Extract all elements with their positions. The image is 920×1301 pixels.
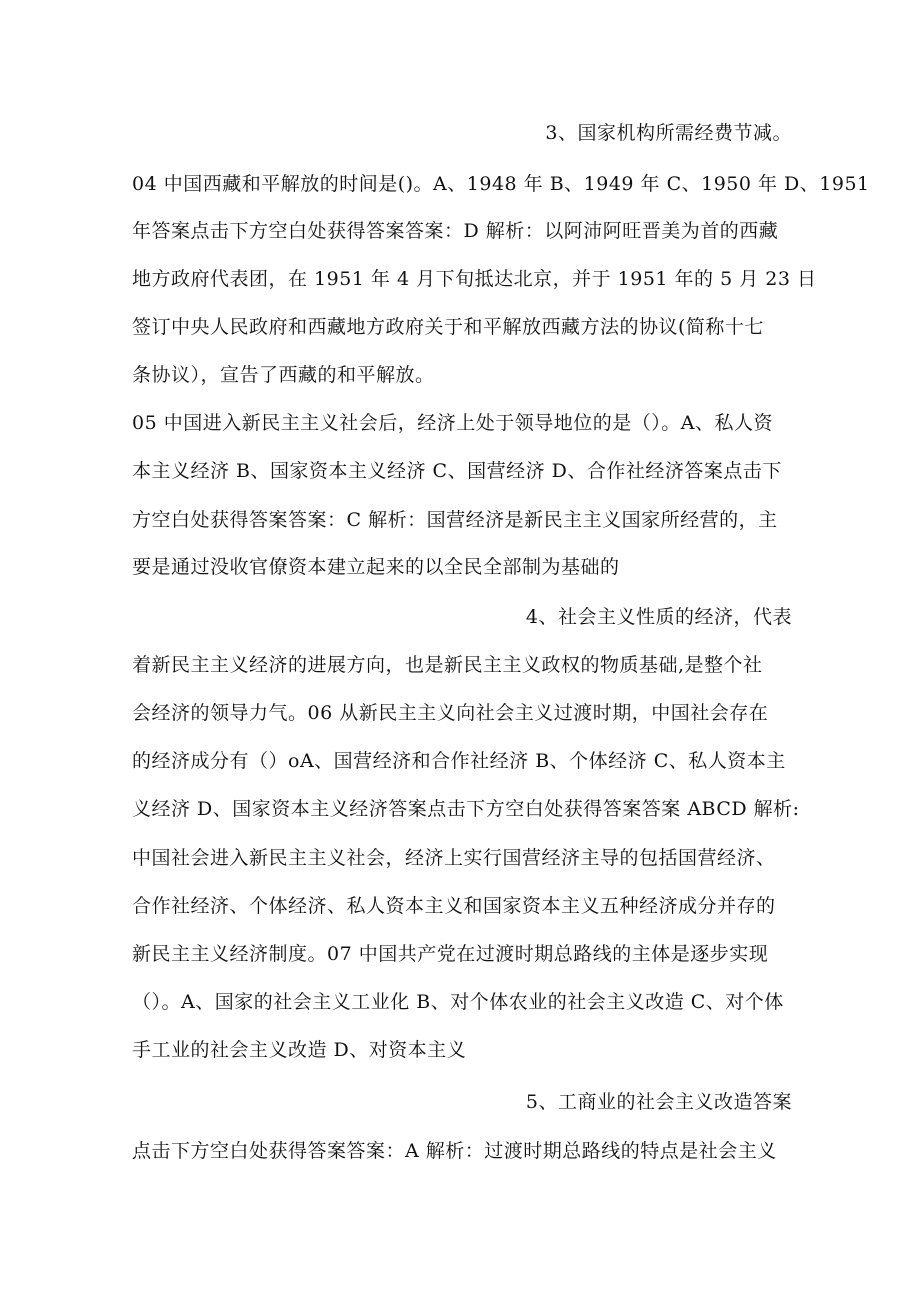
section-heading-3: 3、国家机构所需经费节减。 [545,122,792,144]
text-line: 中国社会进入新民主主义社会，经济上实行国营经济主导的包括国营经济、 [132,847,776,869]
text-line: 05 中国进入新民主主义社会后，经济上处于领导地位的是（）。A、私人资 [132,412,773,434]
text-line: 方空白处获得答案答案：C 解析：国营经济是新民主主义国家所经营的，主 [132,509,778,531]
text-line: 04 中国西藏和平解放的时间是()。A、1948 年 B、1949 年 C、1950 年 D、1951 [132,173,870,195]
text-line: 着新民主主义经济的进展方向，也是新民主主义政权的物质基础,是整个社 [132,654,763,676]
text-line: 手工业的社会主义改造 D、对资本主义 [132,1039,467,1061]
section-heading-4: 4、社会主义性质的经济，代表 [525,606,792,628]
text-line: 要是通过没收官僚资本建立起来的以全民全部制为基础的 [132,556,620,578]
text-line: 义经济 D、国家资本主义经济答案点击下方空白处获得答案答案 ABCD 解析: [132,798,800,820]
text-line: 会经济的领导力气。06 从新民主主义向社会主义过渡时期，中国社会存在 [132,702,769,724]
text-line: 年答案点击下方空白处获得答案答案：D 解析：以阿沛阿旺晋美为首的西藏 [132,220,779,242]
text-line: 的经济成分有（）oA、国营经济和合作社经济 B、个体经济 C、私人资本主 [132,750,786,772]
text-line: 点击下方空白处获得答案答案：A 解析：过渡时期总路线的特点是社会主义 [132,1140,777,1162]
text-line: 本主义经济 B、国家资本主义经济 C、国营经济 D、合作社经济答案点击下 [132,460,782,482]
text-line: 条协议），宣告了西藏的和平解放。 [132,364,435,386]
text-line: 新民主主义经济制度。07 中国共产党在过渡时期总路线的主体是逐步实现 [132,943,769,965]
text-line: （）。A、国家的社会主义工业化 B、对个体农业的社会主义改造 C、对个体 [132,991,784,1013]
text-line: 合作社经济、个体经济、私人资本主义和国家资本主义五种经济成分并存的 [132,895,776,917]
section-heading-5: 5、工商业的社会主义改造答案 [525,1091,792,1113]
text-line: 签订中央人民政府和西藏地方政府关于和平解放西藏方法的协议(简称十七 [132,316,764,338]
text-line: 地方政府代表团，在 1951 年 4 月下旬抵达北京，并于 1951 年的 5 月 23 日 [132,268,817,290]
